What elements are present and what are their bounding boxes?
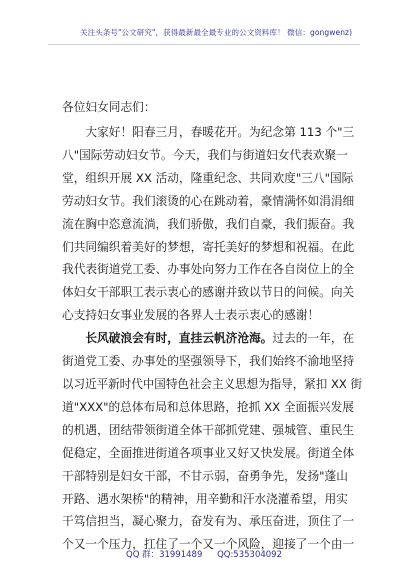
lead-line-rest: 过去的一年，在 [272, 331, 355, 346]
text-line: 促稳定，全面推进街道各项事业又好又快发展。街道全体 [62, 445, 355, 460]
text-line: 的机遇，团结带领街道全体干部抓党建、强城管、重民生 [62, 422, 355, 437]
text-line: 干笃信担当，凝心聚力，奋发有为、承压奋进，顶住了一 [62, 514, 355, 529]
page-header [48, 20, 360, 45]
footer-qq-group: QQ 群：31991489 [126, 550, 203, 560]
page-footer [0, 548, 408, 560]
text-line: 个又一个压力，扛住了一个又一个风险，迎接了一个由一 [62, 537, 355, 552]
paragraph-review [62, 327, 362, 556]
document-body [62, 97, 362, 556]
text-line-first [62, 327, 362, 350]
bold-lead-sentence: 长风破浪会有时，直挂云帆济沧海。 [62, 331, 273, 346]
text-line: 八"国际劳动妇女节。今天，我们与街道妇女代表欢聚一 [62, 147, 348, 162]
text-line: 劳动妇女节。我们滚烫的心在跳动着，豪情满怀如涓涓细 [62, 193, 355, 208]
footer-qq: QQ:535304092 [217, 550, 282, 560]
text-line: 以习近平新时代中国特色社会主义思想为指导，紧扣 XX 街 [62, 376, 363, 391]
text-line: 街道党工委、办事处的坚强领导下，我们始终不渝地坚持 [62, 354, 355, 369]
salutation: 各位妇女同志们： [62, 100, 156, 114]
text-line: 堂，组织开展 XX 活动，隆重纪念、共同欢度"三八"国际 [62, 170, 354, 185]
header-promo-text: 关注头条号"公文研究"，获得最新最全最专业的公文资料库！ 微信：gongwenz) [80, 28, 353, 37]
text-line: 开路、遇水架桥"的精神，用辛勤和汗水浇灌希望，用实 [62, 491, 348, 506]
text-line: 体妇女干部职工表示衷心的感谢并致以节日的问候。向关 [62, 285, 355, 300]
text-line: 干部特别是妇女干部，不甘示弱，奋勇争先，发扬"蓬山 [62, 468, 348, 483]
text-line: 们共同编织着美好的梦想，寄托美好的梦想和祝福。在此 [62, 239, 355, 254]
paragraph-opening [62, 121, 362, 327]
text-line: 大家好！阳春三月，春暖花开。为纪念第 113 个"三 [62, 125, 355, 139]
text-line: 心支持妇女事业发展的各界人士表示衷心的感谢！ [62, 308, 320, 323]
text-line: 流在胸中恣意流淌，我们骄傲，我们自豪，我们振奋。我 [62, 216, 355, 231]
text-line: 我代表街道党工委、办事处向努力工作在各自岗位上的全 [62, 262, 355, 277]
text-line: 道"XXX"的总体布局和总体思路，抢抓 XX 全面振兴发展 [62, 399, 354, 414]
